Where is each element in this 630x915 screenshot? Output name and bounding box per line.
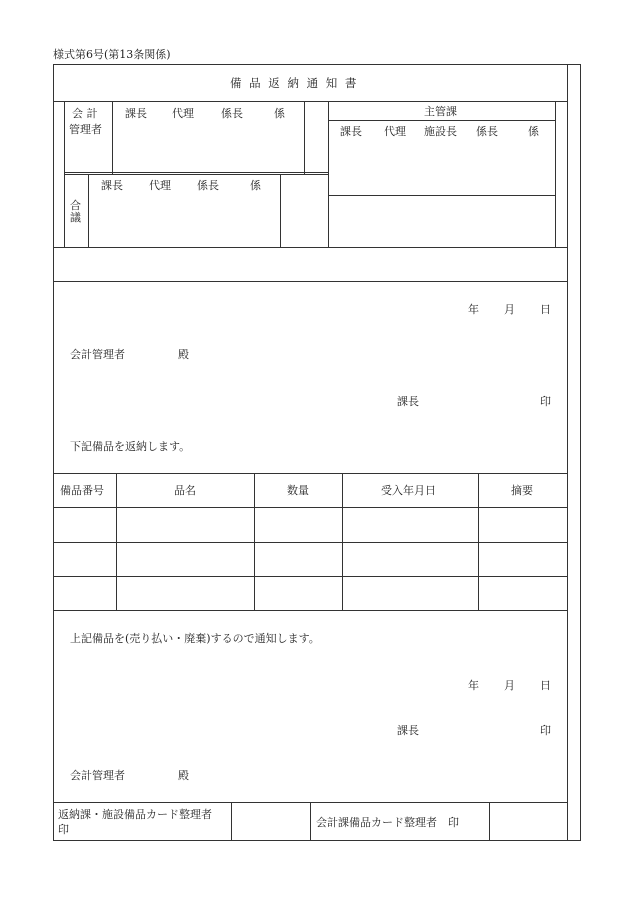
main-dept-role-subchief: 係長 — [476, 125, 498, 138]
th-quantity: 数量 — [287, 484, 309, 497]
seal-1: 印 — [540, 395, 551, 408]
footer-right-label: 会計課備品カード整理者 印 — [316, 816, 459, 829]
th-received-date: 受入年月日 — [381, 484, 436, 497]
seal-2: 印 — [540, 724, 551, 737]
footer-left-label-1: 返納課・施設備品カード整理者 — [58, 808, 212, 821]
th-equipment-number: 備品番号 — [60, 484, 104, 497]
date-2-month: 月 — [504, 679, 515, 692]
disposal-text: 上記備品を(売り払い・廃棄)するので通知します。 — [70, 632, 320, 645]
main-dept-label: 主管課 — [424, 105, 457, 118]
accounting-label-1: 会 計 — [72, 107, 98, 120]
date-2-year: 年 — [468, 679, 479, 692]
accounting-role-deputy: 代理 — [172, 107, 194, 120]
main-dept-role-facility-head: 施設長 — [424, 125, 457, 138]
form-number: 様式第6号(第13条関係) — [53, 48, 171, 61]
gougi-role-deputy: 代理 — [149, 179, 171, 192]
accounting-label-2: 管理者 — [69, 123, 102, 136]
date-2-day: 日 — [540, 679, 551, 692]
gougi-role-chief: 課長 — [101, 179, 123, 192]
form-title: 備 品 返 納 通 知 書 — [230, 76, 359, 90]
addressee-2: 会計管理者 — [70, 769, 125, 782]
chief-1: 課長 — [397, 395, 419, 408]
accounting-role-subchief: 係長 — [221, 107, 243, 120]
date-1-month: 月 — [504, 303, 515, 316]
th-item-name: 品名 — [174, 484, 196, 497]
honorific-1: 殿 — [178, 348, 189, 361]
th-remarks: 摘要 — [511, 484, 533, 497]
date-1-year: 年 — [468, 303, 479, 316]
honorific-2: 殿 — [178, 769, 189, 782]
gougi-label-2: 議 — [70, 211, 81, 224]
gougi-role-staff: 係 — [250, 179, 261, 192]
footer-left-label-2: 印 — [58, 823, 69, 836]
chief-2: 課長 — [397, 724, 419, 737]
main-dept-role-chief: 課長 — [340, 125, 362, 138]
accounting-role-chief: 課長 — [125, 107, 147, 120]
date-1-day: 日 — [540, 303, 551, 316]
addressee-1: 会計管理者 — [70, 348, 125, 361]
main-dept-role-staff: 係 — [528, 125, 539, 138]
gougi-role-subchief: 係長 — [197, 179, 219, 192]
gougi-label-1: 合 — [70, 199, 81, 212]
intro-text: 下記備品を返納します。 — [70, 440, 191, 453]
main-dept-role-deputy: 代理 — [384, 125, 406, 138]
accounting-role-staff: 係 — [274, 107, 285, 120]
